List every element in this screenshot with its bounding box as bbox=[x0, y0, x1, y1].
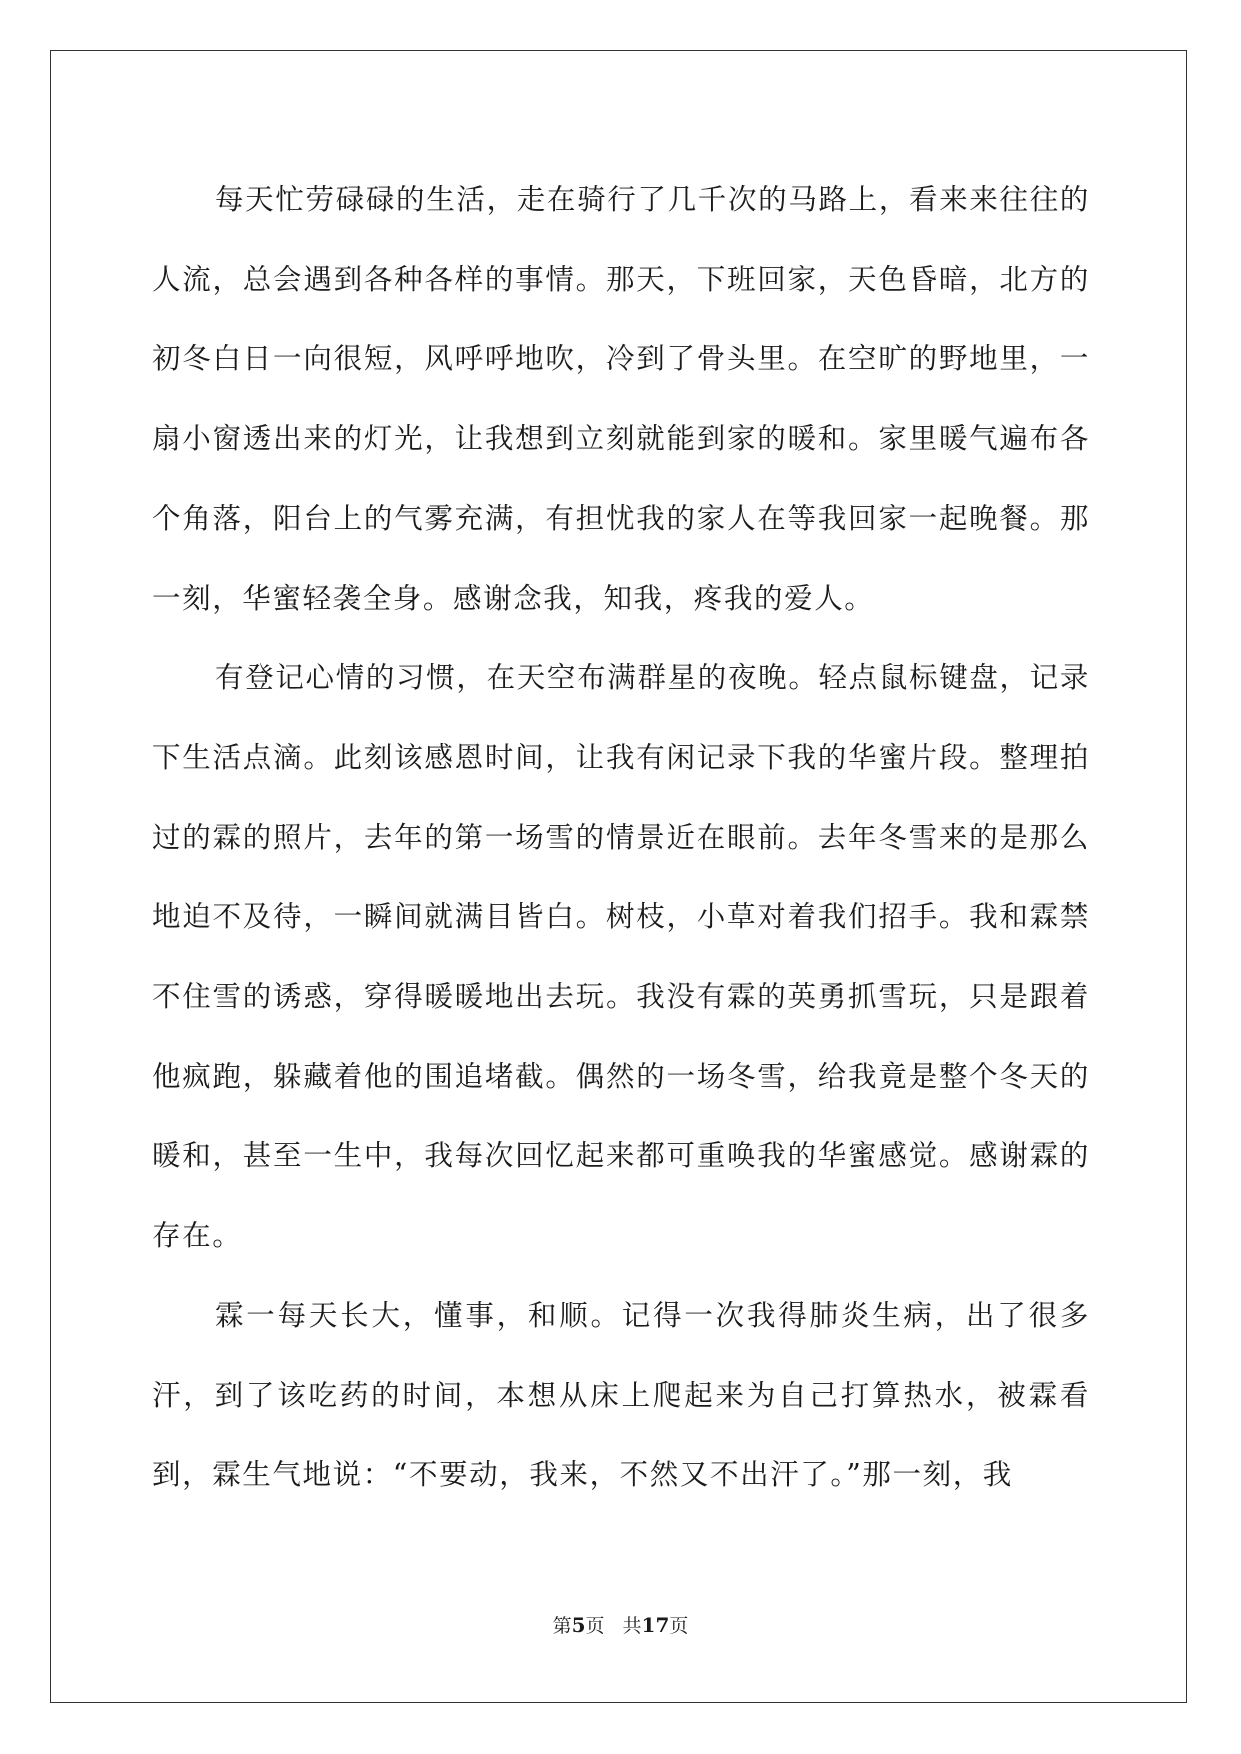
page-prefix: 第 bbox=[552, 1615, 572, 1637]
paragraph-1: 每天忙劳碌碌的生活，走在骑行了几千次的马路上，看来来往往的人流，总会遇到各种各样的事情。那天，下班回家，天色昏暗，北方的初冬白日一向很短，风呼呼地吹，冷到了骨头里。在空旷的野地里，一扇小窗透出来的灯光，让我想到立刻就能到家的暖和。家里暖气遍布各个角落，阳台上的气雾充满，有担忧我的家人在等我回家一起晚餐。那一刻，华蜜轻袭全身。感谢念我，知我，疼我的爱人。 bbox=[152, 183, 1090, 615]
total-pages: 17 bbox=[641, 1613, 670, 1637]
total-prefix: 共 bbox=[622, 1615, 642, 1637]
total-suffix: 页 bbox=[669, 1615, 689, 1637]
document-body bbox=[152, 160, 1090, 1515]
paragraph-2: 有登记心情的习惯，在天空布满群星的夜晚。轻点鼠标键盘，记录下生活点滴。此刻该感恩时间，让我有闲记录下我的华蜜片段。整理拍过的霖的照片，去年的第一场雪的情景近在眼前。去年冬雪来的是那么地迫不及待，一瞬间就满目皆白。树枝，小草对着我们招手。我和霖禁不住雪的诱惑，穿得暖暖地出去玩。我没有霖的英勇抓雪玩，只是跟着他疯跑，躲藏着他的围追堵截。偶然的一场冬雪，给我竟是整个冬天的暖和，甚至一生中，我每次回忆起来都可重唤我的华蜜感觉。感谢霖的存在。 bbox=[152, 661, 1090, 1253]
page-number: 5 bbox=[571, 1613, 586, 1637]
paragraph-3: 霖一每天长大，懂事，和顺。记得一次我得肺炎生病，出了很多汗，到了该吃药的时间，本想从床上爬起来为自己打算热水，被霖看到，霖生气地说：“不要动，我来，不然又不出汗了。”那一刻，我 bbox=[152, 1298, 1090, 1492]
page-footer bbox=[0, 1613, 1241, 1638]
page-suffix: 页 bbox=[585, 1615, 605, 1637]
